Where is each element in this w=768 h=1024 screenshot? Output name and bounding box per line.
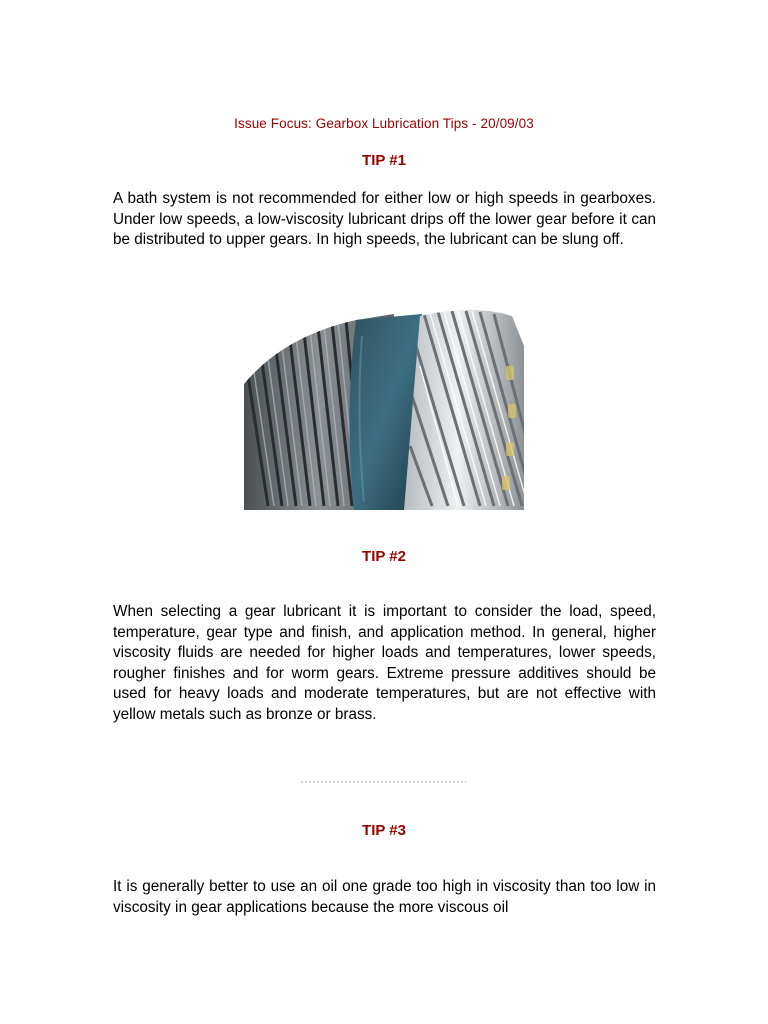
gear-photo <box>244 306 524 510</box>
dotted-separator <box>300 780 466 784</box>
tip-1-heading: TIP #1 <box>362 152 406 169</box>
issue-title: Issue Focus: Gearbox Lubrication Tips - 20/09/03 <box>234 116 534 131</box>
helical-gears-image <box>244 306 524 510</box>
tip-3-heading: TIP #3 <box>362 822 406 839</box>
tip-1-text: A bath system is not recommended for either low or high speeds in gearboxes. Under low speeds, a low-viscosity lubricant drips off the lower gear before it can be distributed to upper gears. In high speeds, the lubricant can be slung off. <box>113 190 656 249</box>
tip-2-heading: TIP #2 <box>362 548 406 565</box>
tip-3-text: It is generally better to use an oil one grade too high in viscosity than too low in viscosity in gear applications because the more viscous oil <box>113 878 656 916</box>
tip-2-text: When selecting a gear lubricant it is important to consider the load, speed, temperature, gear type and finish, and application method. In general, higher viscosity fluids are needed for higher loads and temperatures, lower speeds, rougher finishes and for worm gears. Extreme pressure additives should be used for heavy loads and moderate temperatures, but are not effective with yellow metals such as bronze or brass. <box>113 603 656 723</box>
